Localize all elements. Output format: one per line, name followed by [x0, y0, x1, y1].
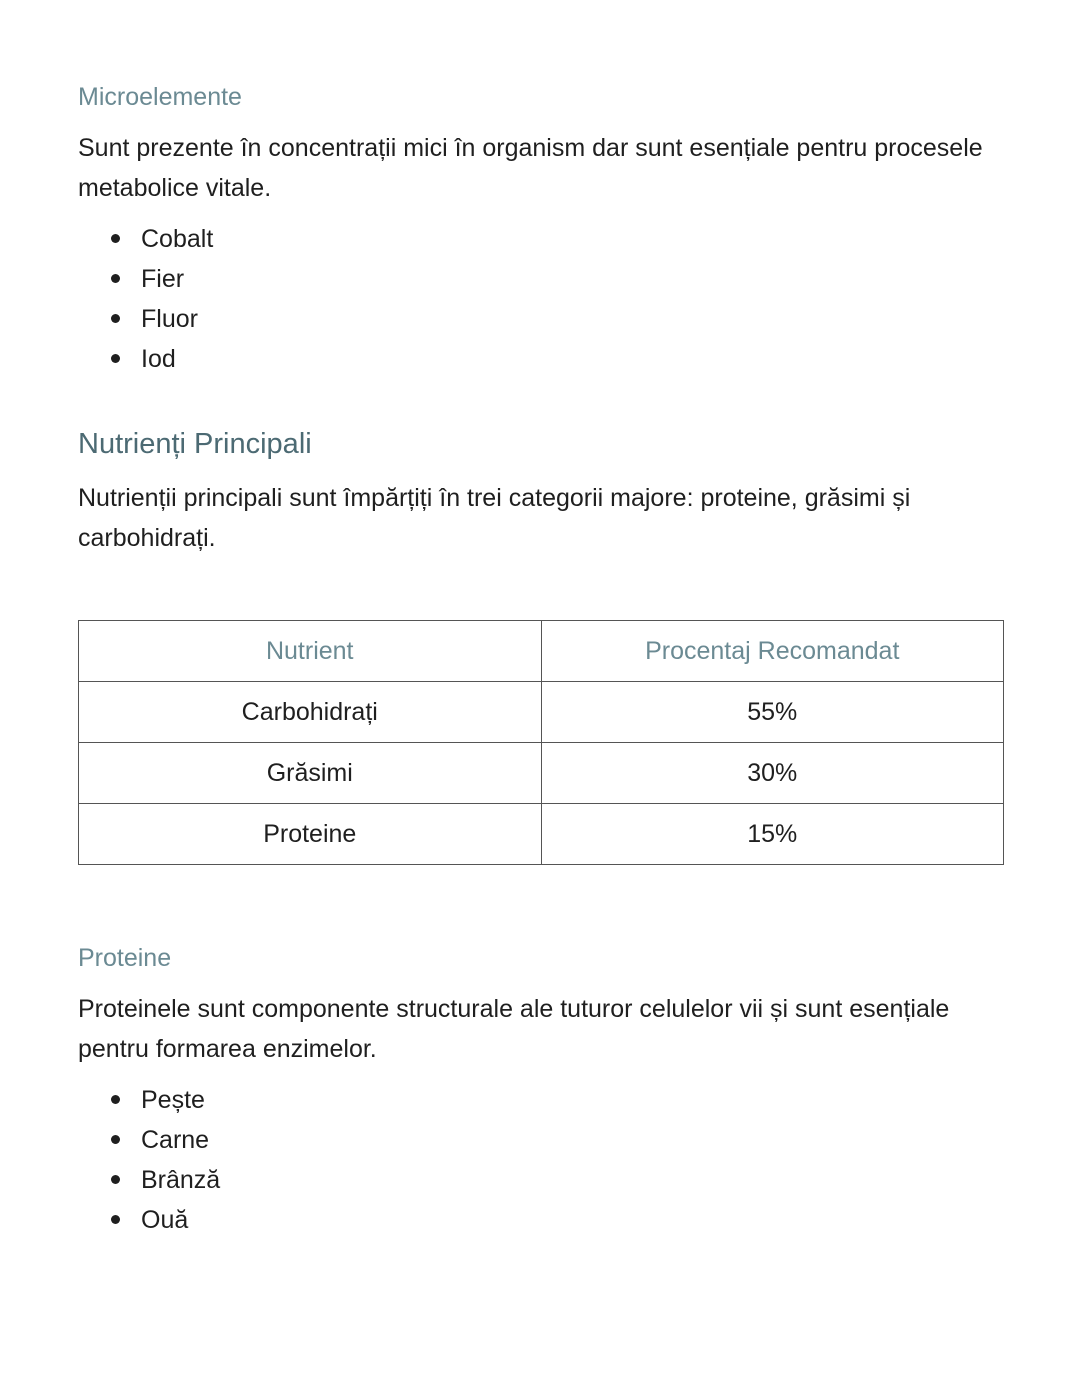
microelements-title: Microelemente	[78, 83, 242, 111]
protein-description: Proteinele sunt componente structurale ale tuturor celulelor vii și sunt esențiale pentru formarea enzimelor.	[78, 995, 950, 1063]
nutrient-cell: Grăsimi	[79, 743, 542, 804]
bullet-icon	[111, 354, 120, 363]
table-row	[79, 804, 1004, 865]
nutrients-table	[78, 620, 1004, 865]
bullet-icon	[111, 314, 120, 323]
bullet-icon	[111, 1095, 120, 1104]
list-item: Brânză	[108, 1160, 220, 1200]
table-row	[79, 682, 1004, 743]
column-header-nutrient: Nutrient	[79, 621, 542, 682]
percentage-cell: 30%	[541, 743, 1004, 804]
percentage-cell: 55%	[541, 682, 1004, 743]
bullet-icon	[111, 234, 120, 243]
list-item: Ouă	[108, 1200, 220, 1240]
list-item: Cobalt	[108, 219, 213, 259]
list-item: Iod	[108, 339, 213, 379]
bullet-icon	[111, 1215, 120, 1224]
nutrient-cell: Proteine	[79, 804, 542, 865]
list-item: Fier	[108, 259, 213, 299]
percentage-cell: 15%	[541, 804, 1004, 865]
main-nutrients-description: Nutrienții principali sunt împărțiți în trei categorii majore: proteine, grăsimi și carbohidrați.	[78, 484, 911, 552]
column-header-percentage: Procentaj Recomandat	[541, 621, 1004, 682]
microelements-description: Sunt prezente în concentrații mici în organism dar sunt esențiale pentru procesele metabolice vitale.	[78, 134, 983, 202]
bullet-icon	[111, 1135, 120, 1144]
nutrient-cell: Carbohidrați	[79, 682, 542, 743]
list-item: Carne	[108, 1120, 220, 1160]
list-item: Fluor	[108, 299, 213, 339]
bullet-icon	[111, 274, 120, 283]
main-nutrients-title: Nutrienți Principali	[78, 428, 312, 460]
microelements-list	[108, 219, 213, 379]
list-item: Pește	[108, 1080, 220, 1120]
protein-title: Proteine	[78, 944, 172, 972]
protein-sources-list	[108, 1080, 220, 1240]
table-row	[79, 743, 1004, 804]
table-header-row	[79, 621, 1004, 682]
bullet-icon	[111, 1175, 120, 1184]
